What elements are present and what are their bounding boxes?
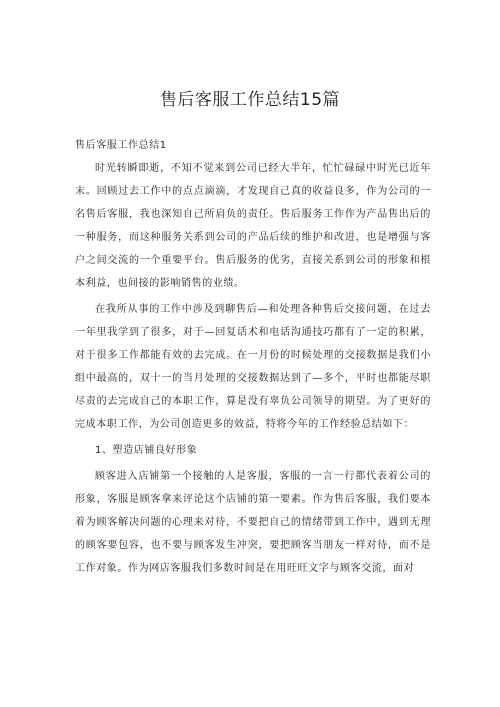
paragraph-2: 在我所从事的工作中涉及到聊售后—和处理各种售后交接问题，在过去一年里我学到了很多，对于—回复话术和电话沟通技巧都有了一定的积累，对于很多工作都能有效的去完成。在一月份的时候处理的交接数据是我们小组中最高的，双十一的当月处理的交接数据达到了—多个，平时也都能尽职尽责的去完成自己的本职工作，算是没有辜负公司领导的期望。为了更好的完成本职工作，为公司创造更多的效益，特将今年的工作经验总结如下：: [75, 304, 431, 430]
sub-heading: 1、塑造店铺良好形象: [95, 445, 198, 456]
paragraph-1: 时光转瞬即逝，不知不觉来到公司已经大半年，忙忙碌碌中时光已近年末。回顾过去工作中的点点滴滴，才发现自己真的收益良多，作为公司的一名售后客服，我也深知自己所肩负的责任。售后服务工作作为产品售出后的一种服务，而这种服务关系到公司的产品后续的维护和改进，也是增强与客户之间交流的一个重要平台。售后服务的优劣，直接关系到公司的形象和根本利益，也间接的影响销售的业绩。: [75, 163, 431, 289]
section-title: 售后客服工作总结1: [75, 140, 167, 151]
paragraph-3: 顾客进入店铺第一个接触的人是客服，客服的一言一行都代表着公司的形象，客服是顾客拿来评论这个店铺的第一要素。作为售后客服，我们要本着为顾客解决问题的心理来对待，不要把自己的情绪带到工作中，遇到无理的顾客要包容，也不要与顾客发生冲突，要把顾客当朋友一样对待，而不是工作对象。作为网店客服我们多数时间是在用旺旺文字与顾客交流，面对: [75, 471, 431, 574]
document-title: 售后客服工作总结15篇: [159, 90, 341, 110]
document-body: [75, 134, 431, 583]
